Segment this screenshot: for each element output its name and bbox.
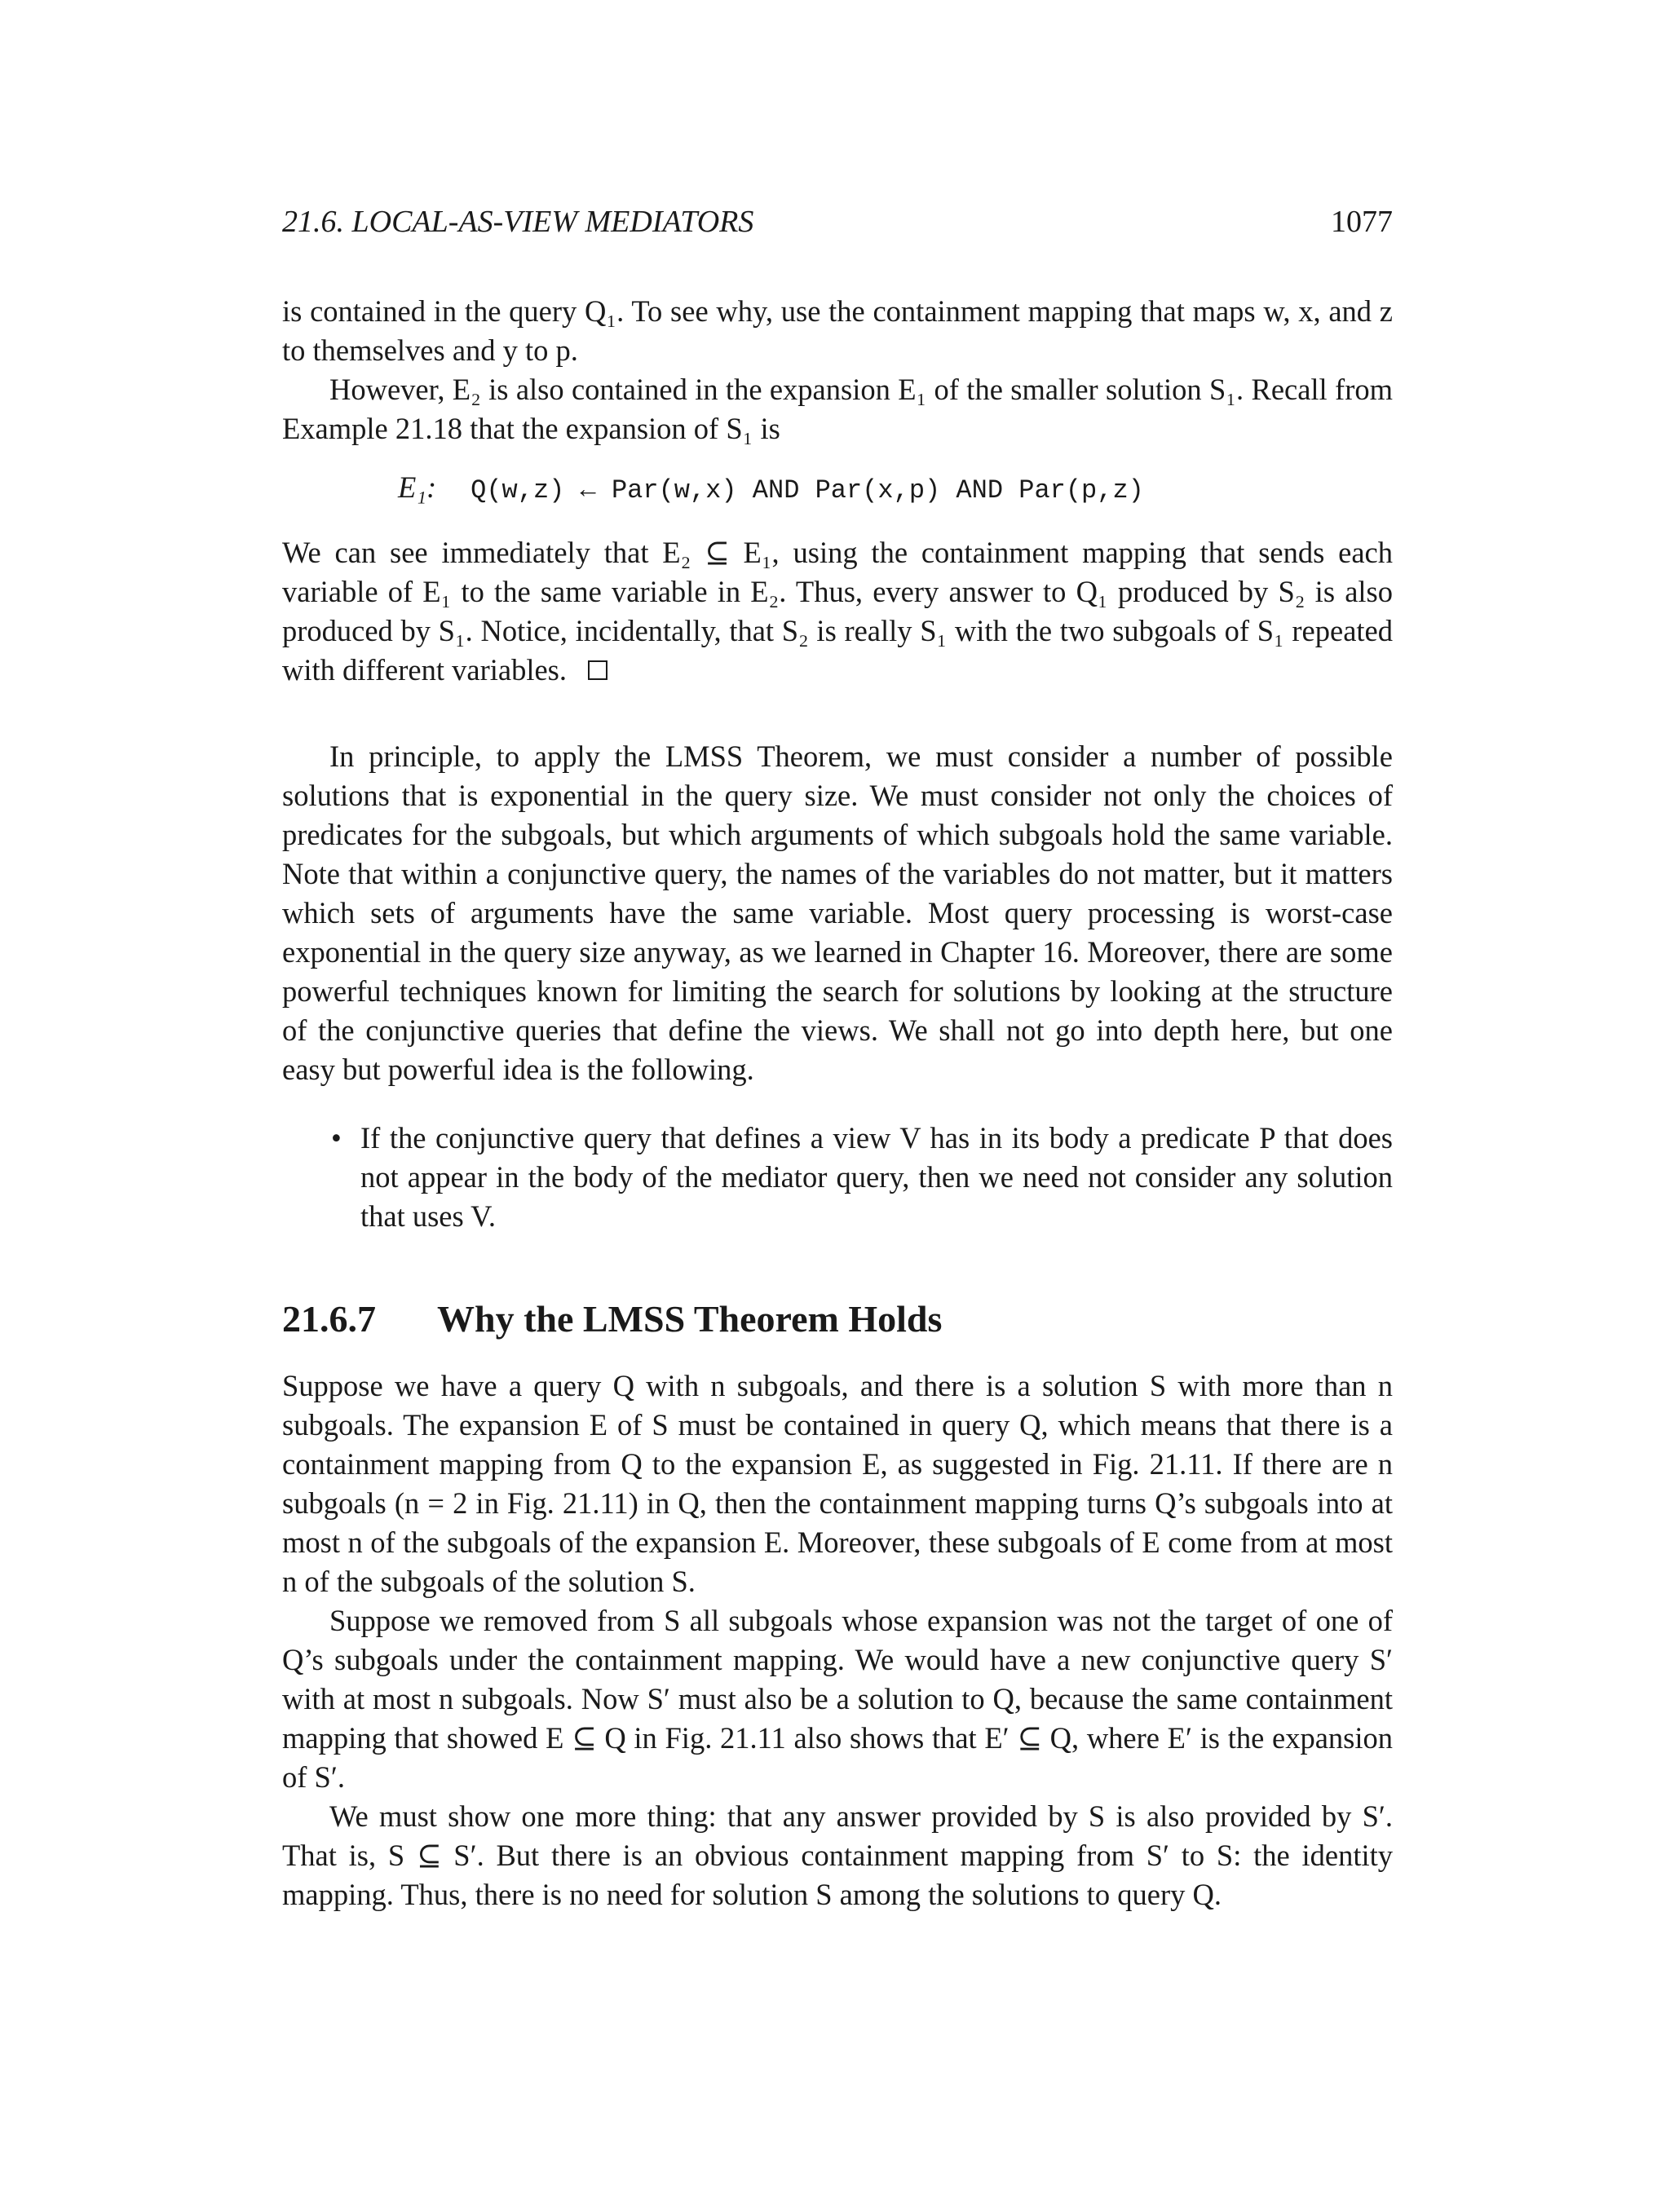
section-number: 21.6.7	[282, 1298, 376, 1340]
paragraph-suppose-removed: Suppose we removed from S all subgoals whose expansion was not the target of one of Q’s subgoals under the containment mapping. We would have a new conjunctive query S′ with at most n subgoals. Now S′ must also be a solution to Q, because the same containment mapping that showed E ⊆ Q in Fig. 21.11 also shows that E′ ⊆ Q, where E′ is the expansion of S′.	[282, 1604, 1393, 1794]
bullet-list	[282, 1119, 1393, 1236]
paragraph-principle: In principle, to apply the LMSS Theorem, we must consider a number of possible solutions that is exponential in the query size. We must consider not only the choices of predicates for the subgoals, but which arguments of which subgoals hold the same variable. Note that within a conjunctive query, the names of the variables do not matter, but it matters which sets of arguments have the same variable. Most query processing is worst-case exponential in the query size anyway, as we learned in Chapter 16. Moreover, there are some powerful techniques known for limiting the search for solutions by looking at the structure of the conjunctive queries that define the views. We shall not go into depth here, but one easy but powerful idea is the following.	[282, 740, 1393, 1086]
paragraph-however: However, E₂ is also contained in the expansion E₁ of the smaller solution S₁. Recall from Example 21.18 that the expansion of S₁ is	[282, 373, 1393, 445]
display-expansion-e1	[282, 468, 1393, 510]
paragraph-containment	[282, 533, 1393, 690]
display-rule: Q(w,z) ← Par(w,x) AND Par(x,p) AND Par(p,z)	[471, 475, 1144, 506]
bullet-text: If the conjunctive query that defines a view V has in its body a predicate P that does not appear in the body of the mediator query, then we need not consider any solution that uses V.	[360, 1121, 1393, 1233]
bullet-icon: •	[331, 1121, 342, 1155]
display-label: E₁:	[398, 470, 437, 504]
section-title: Why the LMSS Theorem Holds	[437, 1298, 943, 1340]
bullet-item	[331, 1119, 1393, 1236]
paragraph-containment-text: We can see immediately that E₂ ⊆ E₁, using the containment mapping that sends each variable of E₁ to the same variable in E₂. Thus, every answer to Q₁ produced by S₂ is also produced by S₁. Notice, incidentally, that S₂ is really S₁ with the two subgoals of S₁ repeated with different variables.	[282, 536, 1393, 687]
end-of-example-icon	[588, 660, 607, 680]
section-heading	[282, 1295, 1393, 1344]
page-number: 1077	[1331, 205, 1393, 239]
running-head-section: 21.6. LOCAL-AS-VIEW MEDIATORS	[282, 205, 754, 239]
paragraph-continuation: is contained in the query Q₁. To see why, use the containment mapping that maps w, x, and z to themselves and y to p.	[282, 294, 1393, 367]
paragraph-suppose-query: Suppose we have a query Q with n subgoals, and there is a solution S with more than n subgoals. The expansion E of S must be contained in query Q, which means that there is a containment mapping from Q to the expansion E, as suggested in Fig. 21.11. If there are n subgoals (n = 2 in Fig. 21.11) in Q, then the containment mapping turns Q’s subgoals into at most n of the subgoals of the expansion E. Moreover, these subgoals of E come from at most n of the subgoals of the solution S.	[282, 1369, 1393, 1598]
paragraph-one-more-thing: We must show one more thing: that any answer provided by S is also provided by S′. That is, S ⊆ S′. But there is an obvious containment mapping from S′ to S: the identity mapping. Thus, there is no need for solution S among the solutions to query Q.	[282, 1799, 1393, 1911]
book-page	[282, 204, 1393, 1914]
running-head	[282, 204, 1393, 249]
